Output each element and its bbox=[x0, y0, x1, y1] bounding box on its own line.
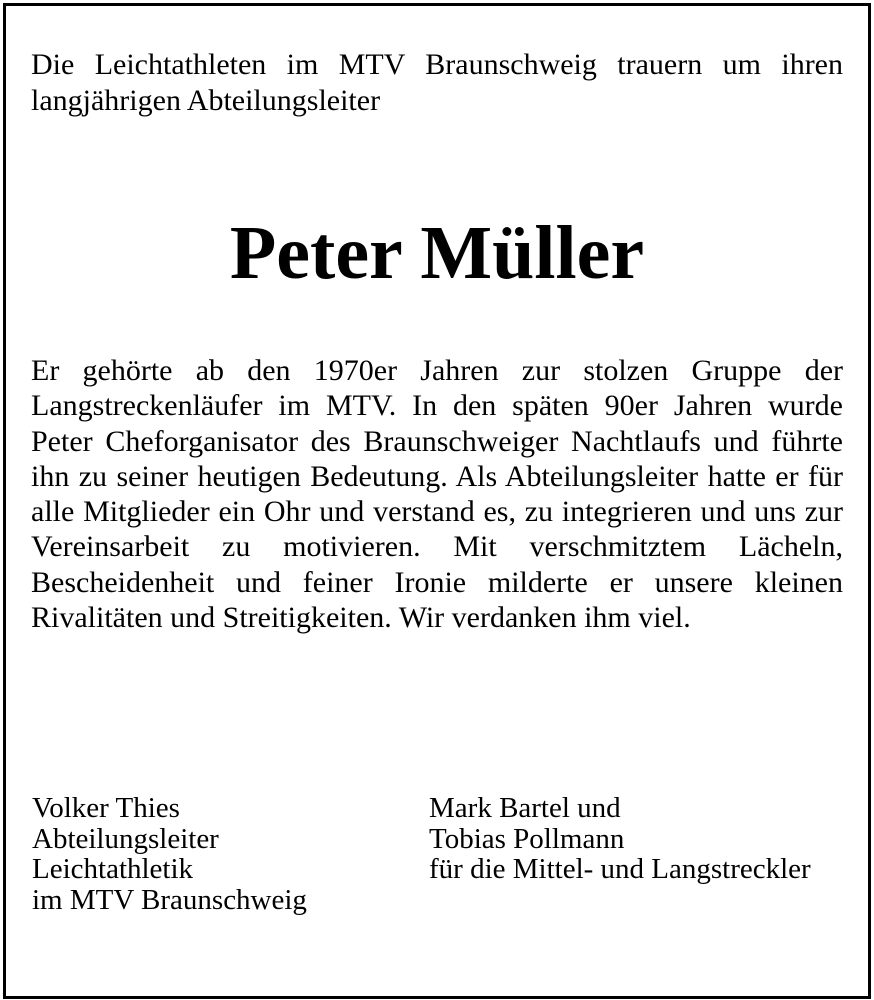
intro-text: Die Leichtathleten im MTV Braunschweig trauern um ihren langjährigen Abteilungsleiter bbox=[31, 48, 843, 117]
signature-department: Leichtathletik bbox=[32, 853, 194, 885]
signature-name: Volker Thies bbox=[32, 792, 180, 824]
signature-block-right bbox=[429, 793, 859, 885]
signature-role: Abteilungsleiter bbox=[32, 822, 219, 855]
signature-club: im MTV Braunschweig bbox=[32, 883, 307, 916]
tribute-text: Er gehörte ab den 1970er Jahren zur stolzen Gruppe der Langstreckenläufer im MTV. In den späten 90er Jahren wurde Peter Cheforganisator des Braunschweiger Nachtlaufs und führte ihn zu seiner heutigen Bedeutung. Als Abteilungsleiter hatte er für alle Mitglieder ein Ohr und verstand es, zu integrieren und uns zur Vereinsarbeit zu motivieren. Mit verschmitztem Lächeln, Bescheidenheit und feiner Ironie milderte er unsere kleinen Rivalitäten und Streitigkeiten. Wir verdanken ihm viel. bbox=[31, 354, 843, 635]
signature-name: Tobias Pollmann bbox=[429, 822, 625, 855]
signature-group: für die Mittel- und Langstreckler bbox=[429, 853, 811, 885]
signature-block-left bbox=[32, 793, 412, 915]
signature-name: Mark Bartel und bbox=[429, 792, 621, 824]
deceased-name: Peter Müller bbox=[229, 211, 645, 295]
